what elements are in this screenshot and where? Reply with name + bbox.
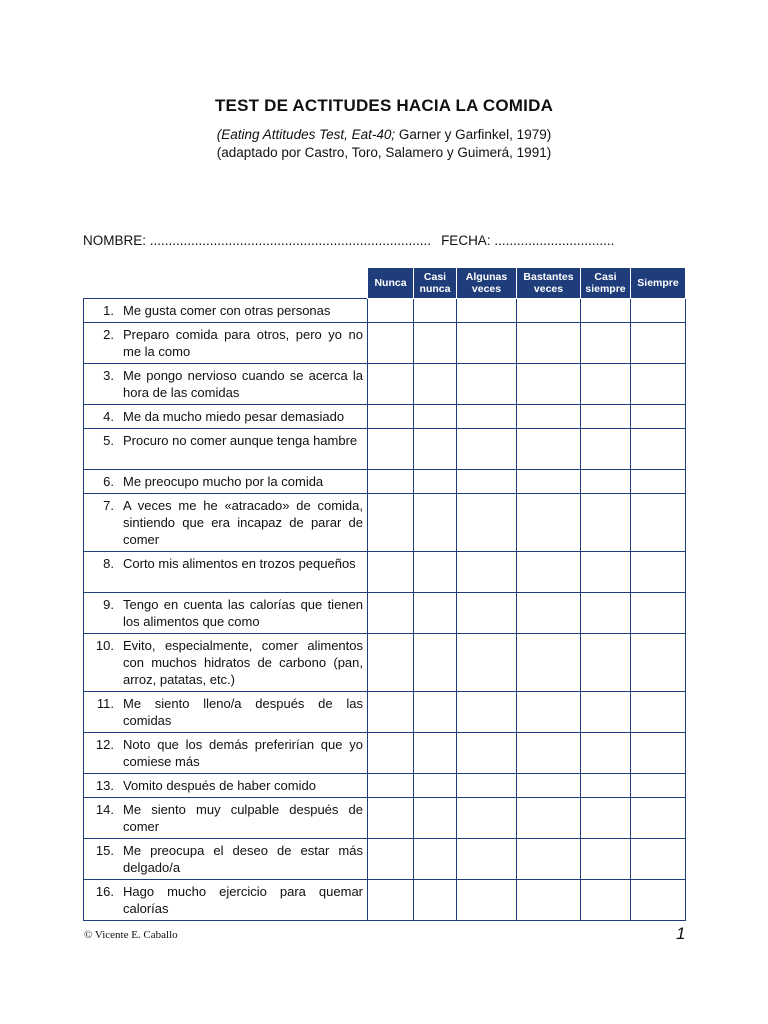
answer-cell-nunca[interactable] — [368, 405, 414, 429]
copyright-text: © Vicente E. Caballo — [84, 929, 178, 941]
item-row — [84, 733, 686, 774]
item-number: 1. — [103, 303, 114, 318]
item-cell — [84, 299, 368, 323]
item-cell — [84, 593, 368, 634]
answer-cell-bastantes-veces[interactable] — [517, 405, 581, 429]
item-text: Evito, especialmente, comer alimentos con muchos hidratos de carbono (pan, arroz, patatas, etc.) — [123, 638, 363, 687]
answer-cell-casi-siempre[interactable] — [581, 634, 631, 692]
item-row — [84, 494, 686, 552]
item-text: Procuro no comer aunque tenga hambre — [123, 433, 358, 448]
item-text: Tengo en cuenta las calorías que tienen los alimentos que como — [123, 597, 363, 629]
item-text: Vomito después de haber comido — [123, 778, 316, 793]
answer-cell-bastantes-veces[interactable] — [517, 593, 581, 634]
item-row — [84, 552, 686, 593]
item-text: Me preocupo mucho por la comida — [123, 474, 324, 489]
respondent-info — [83, 233, 614, 248]
answer-cell-siempre[interactable] — [631, 733, 686, 774]
answer-cell-siempre[interactable] — [631, 470, 686, 494]
option-header-casi-nunca: Casi nunca — [414, 268, 457, 299]
answer-cell-siempre[interactable] — [631, 634, 686, 692]
answer-cell-bastantes-veces[interactable] — [517, 552, 581, 593]
item-row — [84, 774, 686, 798]
item-cell — [84, 774, 368, 798]
answer-cell-siempre[interactable] — [631, 494, 686, 552]
item-text: Me da mucho miedo pesar demasiado — [123, 409, 345, 424]
item-text: Noto que los demás preferirían que yo comiese más — [123, 737, 363, 769]
answer-cell-casi-siempre[interactable] — [581, 470, 631, 494]
answer-cell-casi-nunca[interactable] — [414, 733, 457, 774]
item-cell — [84, 364, 368, 405]
answer-cell-casi-nunca[interactable] — [414, 880, 457, 921]
answer-cell-casi-nunca[interactable] — [414, 839, 457, 880]
options-header-row — [84, 268, 686, 299]
answer-cell-bastantes-veces[interactable] — [517, 299, 581, 323]
answer-cell-bastantes-veces[interactable] — [517, 692, 581, 733]
item-text: Me preocupa el deseo de estar más delgado/a — [123, 843, 363, 875]
item-number: 6. — [103, 474, 114, 489]
item-row — [84, 470, 686, 494]
answer-cell-siempre[interactable] — [631, 299, 686, 323]
answer-cell-casi-siempre[interactable] — [581, 692, 631, 733]
answer-cell-nunca[interactable] — [368, 798, 414, 839]
item-row — [84, 634, 686, 692]
answer-cell-algunas-veces[interactable] — [457, 552, 517, 593]
answer-cell-casi-siempre[interactable] — [581, 593, 631, 634]
answer-cell-algunas-veces[interactable] — [457, 323, 517, 364]
option-header-siempre: Siempre — [631, 268, 686, 299]
answer-cell-algunas-veces[interactable] — [457, 470, 517, 494]
item-row — [84, 364, 686, 405]
name-field[interactable]: NOMBRE: ........................................................................... — [83, 233, 432, 248]
item-row — [84, 299, 686, 323]
answer-cell-casi-nunca[interactable] — [414, 774, 457, 798]
item-number: 10. — [95, 638, 114, 653]
answer-cell-casi-siempre[interactable] — [581, 494, 631, 552]
item-text: Me siento lleno/a después de las comidas — [123, 696, 363, 728]
item-row — [84, 839, 686, 880]
answer-cell-nunca[interactable] — [368, 634, 414, 692]
answer-cell-casi-nunca[interactable] — [414, 299, 457, 323]
answer-cell-casi-siempre[interactable] — [581, 364, 631, 405]
item-text: Me siento muy culpable después de comer — [123, 802, 363, 834]
answer-cell-siempre[interactable] — [631, 839, 686, 880]
option-header-bastantes-veces: Bastantes veces — [517, 268, 581, 299]
answer-cell-algunas-veces[interactable] — [457, 774, 517, 798]
answer-cell-casi-siempre[interactable] — [581, 429, 631, 470]
answer-cell-siempre[interactable] — [631, 405, 686, 429]
item-number: 8. — [103, 556, 114, 571]
item-number: 2. — [103, 327, 114, 342]
option-header-nunca: Nunca — [368, 268, 414, 299]
item-cell — [84, 494, 368, 552]
answer-cell-nunca[interactable] — [368, 774, 414, 798]
item-number: 15. — [95, 843, 114, 858]
item-cell — [84, 733, 368, 774]
answer-cell-casi-nunca[interactable] — [414, 692, 457, 733]
answer-cell-siempre[interactable] — [631, 593, 686, 634]
answer-cell-bastantes-veces[interactable] — [517, 494, 581, 552]
citation-italic: (Eating Attitudes Test, Eat-40; — [216, 127, 396, 142]
item-number: 5. — [103, 433, 114, 448]
item-cell — [84, 692, 368, 733]
answer-cell-bastantes-veces[interactable] — [517, 323, 581, 364]
answer-cell-nunca[interactable] — [368, 429, 414, 470]
item-number: 4. — [103, 409, 114, 424]
answer-cell-casi-siempre[interactable] — [581, 299, 631, 323]
item-number: 9. — [103, 597, 114, 612]
item-cell — [84, 470, 368, 494]
answer-cell-algunas-veces[interactable] — [457, 634, 517, 692]
answer-cell-bastantes-veces[interactable] — [517, 733, 581, 774]
item-row — [84, 429, 686, 470]
header-blank — [84, 268, 368, 299]
answer-cell-algunas-veces[interactable] — [457, 405, 517, 429]
answer-cell-casi-nunca[interactable] — [414, 405, 457, 429]
item-row — [84, 323, 686, 364]
option-header-algunas-veces: Algunas veces — [457, 268, 517, 299]
answer-cell-siempre[interactable] — [631, 552, 686, 593]
answer-cell-casi-siempre[interactable] — [581, 774, 631, 798]
answer-cell-algunas-veces[interactable] — [457, 798, 517, 839]
item-number: 7. — [103, 498, 114, 513]
item-text: Me pongo nervioso cuando se acerca la hora de las comidas — [123, 368, 363, 400]
answer-cell-casi-nunca[interactable] — [414, 798, 457, 839]
answer-cell-nunca[interactable] — [368, 323, 414, 364]
item-text: Preparo comida para otros, pero yo no me la como — [123, 327, 363, 359]
answer-cell-casi-siempre[interactable] — [581, 733, 631, 774]
answer-cell-nunca[interactable] — [368, 733, 414, 774]
item-cell — [84, 323, 368, 364]
questionnaire-table — [83, 267, 686, 921]
answer-cell-siempre[interactable] — [631, 880, 686, 921]
answer-cell-casi-siempre[interactable] — [581, 880, 631, 921]
items-body — [84, 299, 686, 921]
answer-cell-nunca[interactable] — [368, 552, 414, 593]
item-row — [84, 405, 686, 429]
answer-cell-nunca[interactable] — [368, 299, 414, 323]
answer-cell-algunas-veces[interactable] — [457, 733, 517, 774]
item-text: Corto mis alimentos en trozos pequeños — [123, 556, 356, 571]
answer-cell-casi-nunca[interactable] — [414, 429, 457, 470]
answer-cell-bastantes-veces[interactable] — [517, 364, 581, 405]
answer-cell-algunas-veces[interactable] — [457, 299, 517, 323]
answer-cell-bastantes-veces[interactable] — [517, 634, 581, 692]
answer-cell-bastantes-veces[interactable] — [517, 774, 581, 798]
item-text: Hago mucho ejercicio para quemar calorías — [123, 884, 363, 916]
item-number: 16. — [95, 884, 114, 899]
item-text: A veces me he «atracado» de comida, sintiendo que era incapaz de parar de comer — [123, 498, 363, 547]
answer-cell-siempre[interactable] — [631, 692, 686, 733]
answer-cell-casi-siempre[interactable] — [581, 323, 631, 364]
adaptation-line: (adaptado por Castro, Toro, Salamero y Guimerá, 1991) — [216, 145, 552, 160]
answer-cell-algunas-veces[interactable] — [457, 364, 517, 405]
item-cell — [84, 880, 368, 921]
page-number: 1 — [676, 924, 686, 943]
answer-cell-algunas-veces[interactable] — [457, 692, 517, 733]
answer-cell-casi-nunca[interactable] — [414, 634, 457, 692]
answer-cell-casi-nunca[interactable] — [414, 593, 457, 634]
item-number: 3. — [103, 368, 114, 383]
answer-cell-algunas-veces[interactable] — [457, 429, 517, 470]
item-cell — [84, 429, 368, 470]
item-cell — [84, 839, 368, 880]
answer-cell-bastantes-veces[interactable] — [517, 839, 581, 880]
answer-cell-casi-siempre[interactable] — [581, 552, 631, 593]
answer-cell-algunas-veces[interactable] — [457, 839, 517, 880]
answer-cell-nunca[interactable] — [368, 880, 414, 921]
answer-cell-casi-nunca[interactable] — [414, 494, 457, 552]
answer-cell-nunca[interactable] — [368, 364, 414, 405]
citation-line — [0, 127, 768, 142]
item-cell — [84, 798, 368, 839]
item-number: 12. — [95, 737, 114, 752]
item-row — [84, 692, 686, 733]
item-number: 13. — [95, 778, 114, 793]
item-number: 11. — [96, 696, 114, 711]
answer-cell-casi-siempre[interactable] — [581, 839, 631, 880]
item-row — [84, 880, 686, 921]
option-header-casi-siempre: Casi siempre — [581, 268, 631, 299]
answer-cell-casi-siempre[interactable] — [581, 405, 631, 429]
answer-cell-casi-nunca[interactable] — [414, 323, 457, 364]
answer-cell-algunas-veces[interactable] — [457, 593, 517, 634]
item-row — [84, 798, 686, 839]
answer-cell-algunas-veces[interactable] — [457, 880, 517, 921]
date-field[interactable]: FECHA: ................................ — [441, 233, 615, 248]
answer-cell-siempre[interactable] — [631, 798, 686, 839]
item-text: Me gusta comer con otras personas — [123, 303, 331, 318]
answer-cell-algunas-veces[interactable] — [457, 494, 517, 552]
answer-cell-bastantes-veces[interactable] — [517, 798, 581, 839]
answer-cell-casi-nunca[interactable] — [414, 364, 457, 405]
answer-cell-bastantes-veces[interactable] — [517, 429, 581, 470]
answer-cell-casi-nunca[interactable] — [414, 470, 457, 494]
answer-cell-siempre[interactable] — [631, 774, 686, 798]
answer-cell-nunca[interactable] — [368, 839, 414, 880]
item-cell — [84, 405, 368, 429]
answer-cell-bastantes-veces[interactable] — [517, 880, 581, 921]
answer-cell-siempre[interactable] — [631, 429, 686, 470]
item-number: 14. — [95, 802, 114, 817]
item-cell — [84, 634, 368, 692]
answer-cell-nunca[interactable] — [368, 593, 414, 634]
answer-cell-siempre[interactable] — [631, 364, 686, 405]
answer-cell-siempre[interactable] — [631, 323, 686, 364]
item-cell — [84, 552, 368, 593]
answer-cell-nunca[interactable] — [368, 494, 414, 552]
document-title: TEST DE ACTITUDES HACIA LA COMIDA — [214, 96, 554, 115]
answer-cell-bastantes-veces[interactable] — [517, 470, 581, 494]
item-row — [84, 593, 686, 634]
answer-cell-nunca[interactable] — [368, 692, 414, 733]
answer-cell-nunca[interactable] — [368, 470, 414, 494]
citation-authors: Garner y Garfinkel, 1979) — [395, 127, 552, 142]
answer-cell-casi-nunca[interactable] — [414, 552, 457, 593]
answer-cell-casi-siempre[interactable] — [581, 798, 631, 839]
